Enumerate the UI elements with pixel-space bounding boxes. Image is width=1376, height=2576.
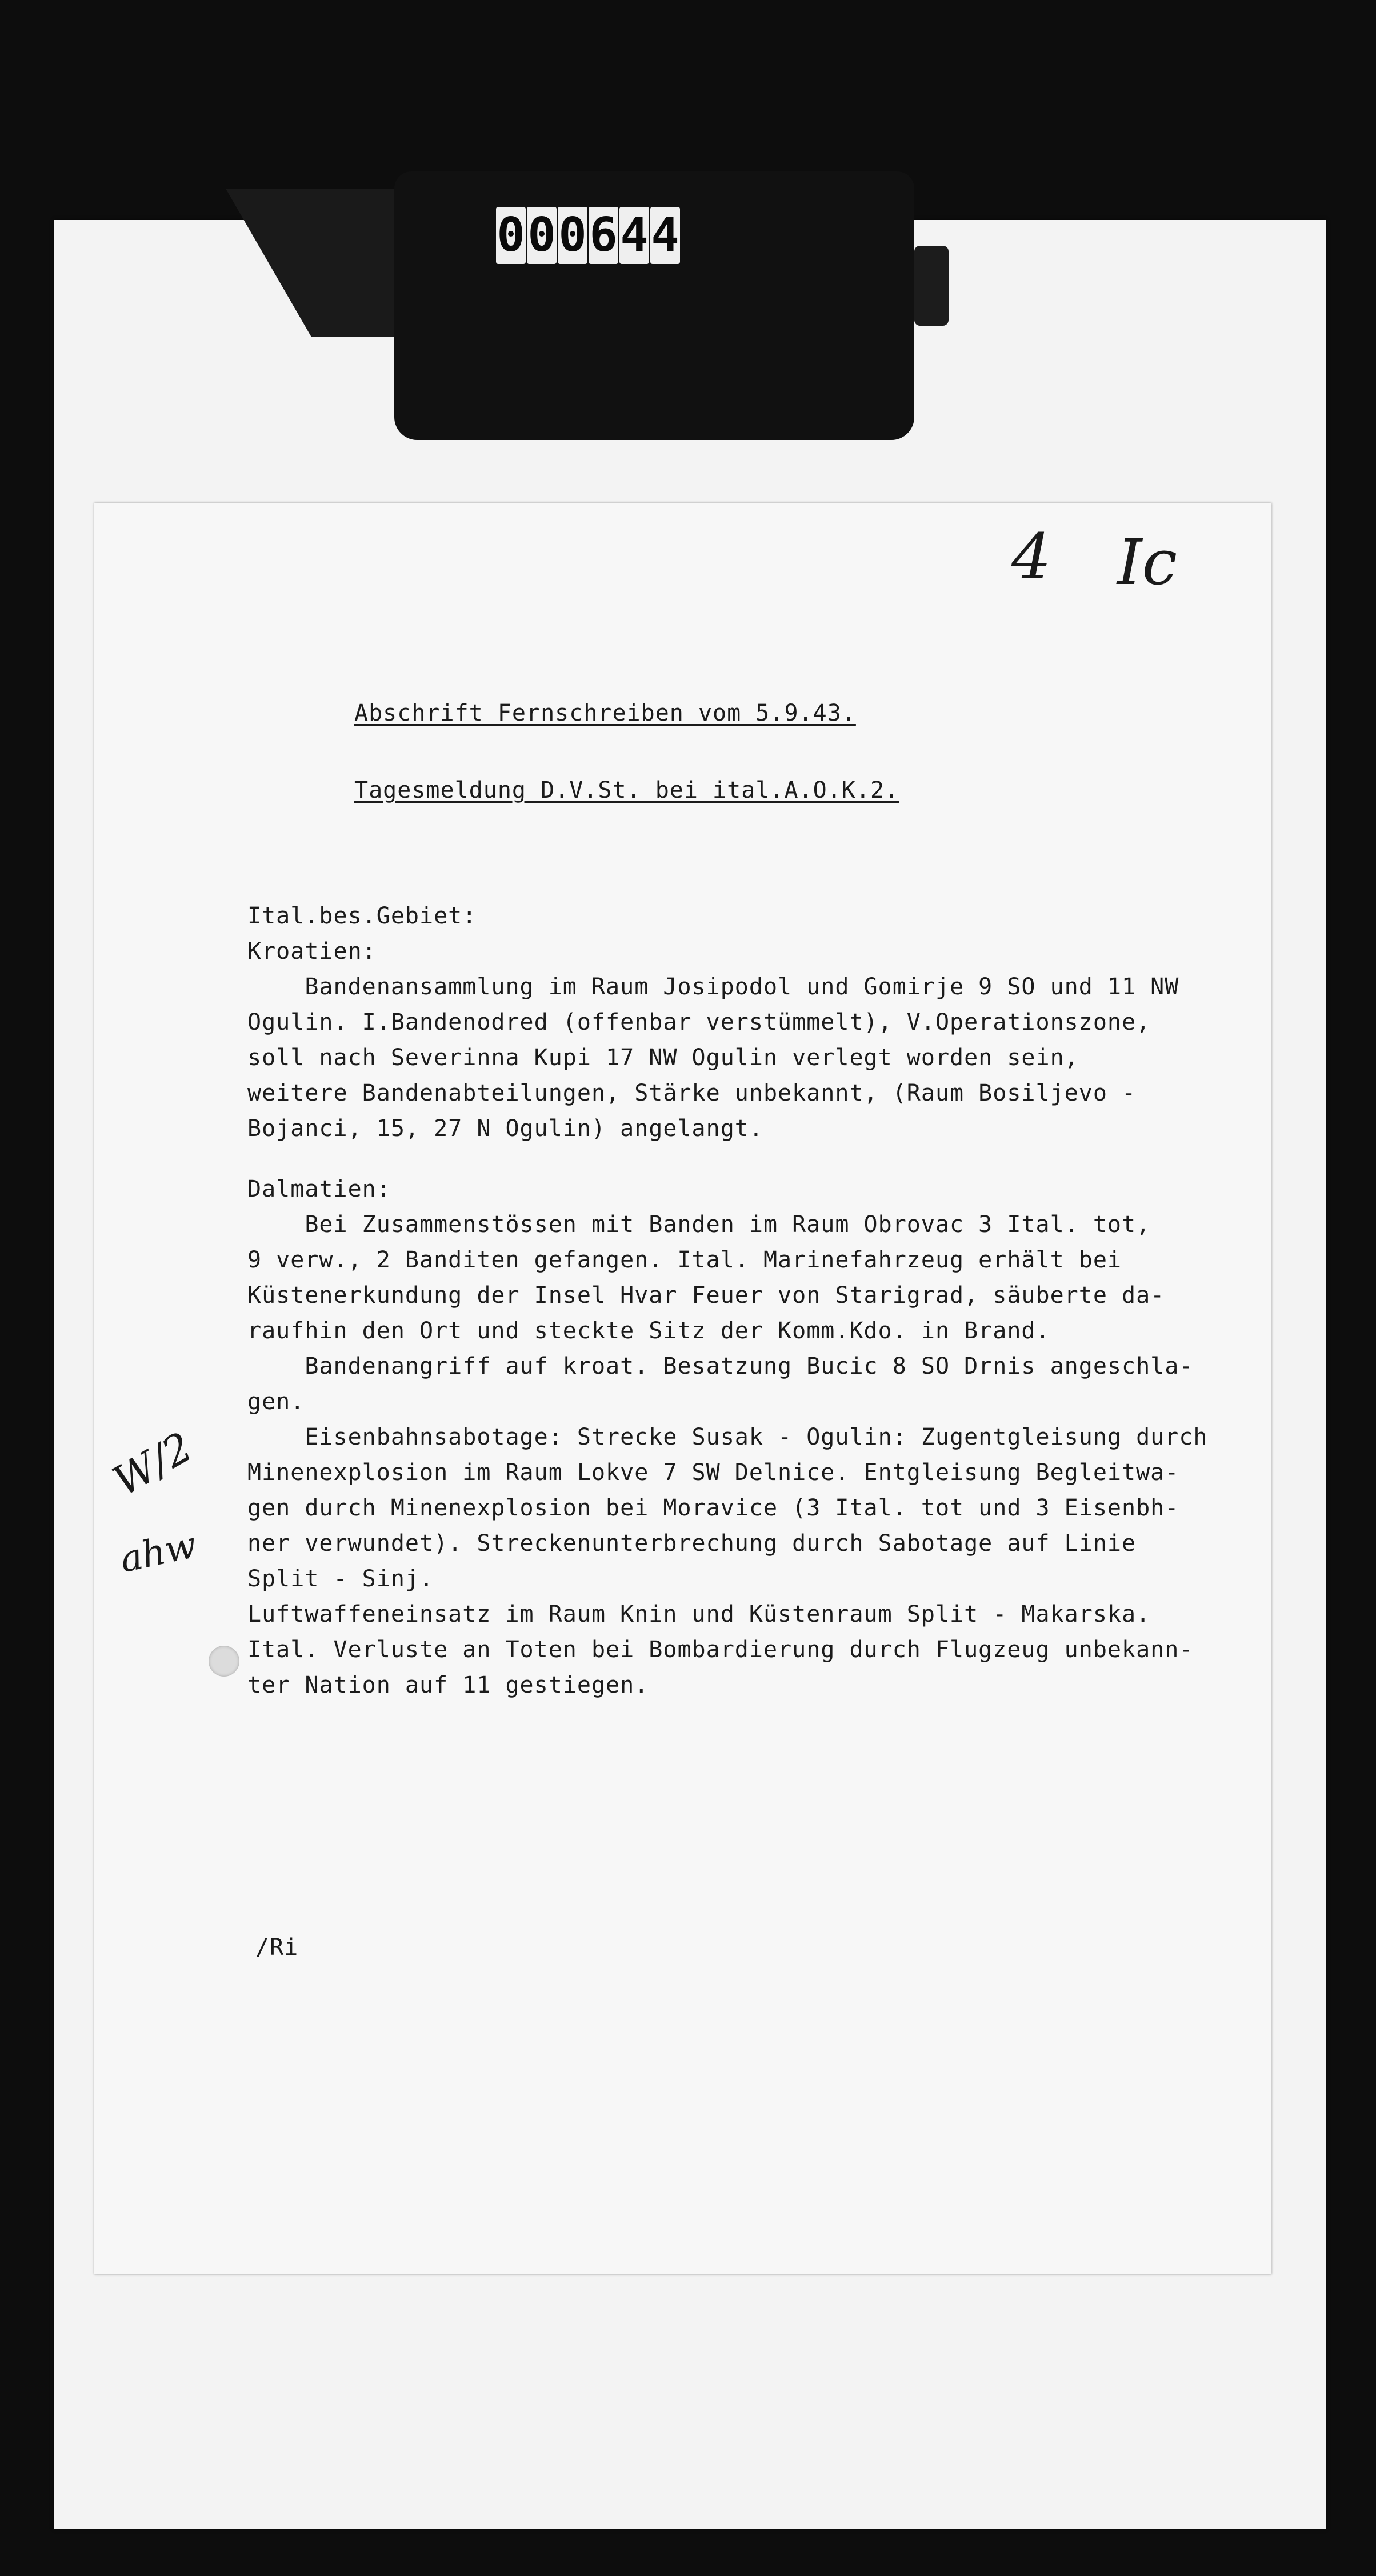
frame-counter [496,207,680,266]
body-line: Minenexplosion im Raum Lokve 7 SW Delnice. Entgleisung Begleitwa- [247,1459,1179,1486]
body-line: Bojanci, 15, 27 N Ogulin) angelangt. [247,1115,763,1142]
counter-digit: 0 [558,207,587,264]
body-line: Ital.bes.Gebiet: [247,903,477,929]
body-line: Eisenbahnsabotage: Strecke Susak - Ogulin: Zugentgleisung durch [247,1424,1208,1450]
body-line: Bandenangriff auf kroat. Besatzung Bucic 8 SO Drnis angeschla- [247,1353,1194,1379]
document-page [94,503,1271,2274]
body-line: ter Nation auf 11 gestiegen. [247,1672,649,1698]
counter-digit: 6 [589,207,618,264]
punch-hole [209,1646,239,1677]
body-line: weitere Bandenabteilungen, Stärke unbekannt, (Raum Bosiljevo - [247,1080,1137,1106]
counter-digit: 4 [619,207,649,264]
body-line: gen durch Minenexplosion bei Moravice (3 Ital. tot und 3 Eisenbh- [247,1495,1179,1521]
body-line: ner verwundet). Streckenunterbrechung durch Sabotage auf Linie [247,1530,1137,1557]
document-title: Abschrift Fernschreiben vom 5.9.43. [354,700,856,726]
margin-scribble: ahw [116,1523,201,1582]
counter-digit: 0 [496,207,526,264]
body-line: Split - Sinj. [247,1566,434,1592]
body-line: Bandenansammlung im Raum Josipodol und Gomirje 9 SO und 11 NW [247,974,1179,1000]
body-line: Luftwaffeneinsatz im Raum Knin und Küstenraum Split - Makarska. [247,1601,1151,1627]
body-line: Küstenerkundung der Insel Hvar Feuer von Starigrad, säuberte da- [247,1282,1165,1309]
body-line: raufhin den Ort und steckte Sitz der Komm.Kdo. in Brand. [247,1318,1050,1344]
body-line: Dalmatien: [247,1176,391,1202]
body-line: Ital. Verluste an Toten bei Bombardierung durch Flugzeug unbekann- [247,1637,1194,1663]
footer-initials: /Ri [255,1934,299,1961]
body-line: Bei Zusammenstössen mit Banden im Raum Obrovac 3 Ital. tot, [247,1211,1151,1238]
handwritten-section: Ic [1117,526,1178,599]
margin-initials: W/2 [105,1422,201,1506]
stamp-knob [914,246,949,326]
handwritten-mark: 4 [1011,520,1051,593]
body-line: gen. [247,1389,305,1415]
body-line: 9 verw., 2 Banditen gefangen. Ital. Marinefahrzeug erhält bei [247,1247,1122,1273]
body-line: Kroatien: [247,938,377,965]
body-line: Ogulin. I.Bandenodred (offenbar verstümmelt), V.Operationszone, [247,1009,1151,1035]
document-subtitle: Tagesmeldung D.V.St. bei ital.A.O.K.2. [354,777,899,803]
body-line: soll nach Severinna Kupi 17 NW Ogulin verlegt worden sein, [247,1045,1079,1071]
counter-digit: 4 [650,207,680,264]
counter-digit: 0 [527,207,557,264]
